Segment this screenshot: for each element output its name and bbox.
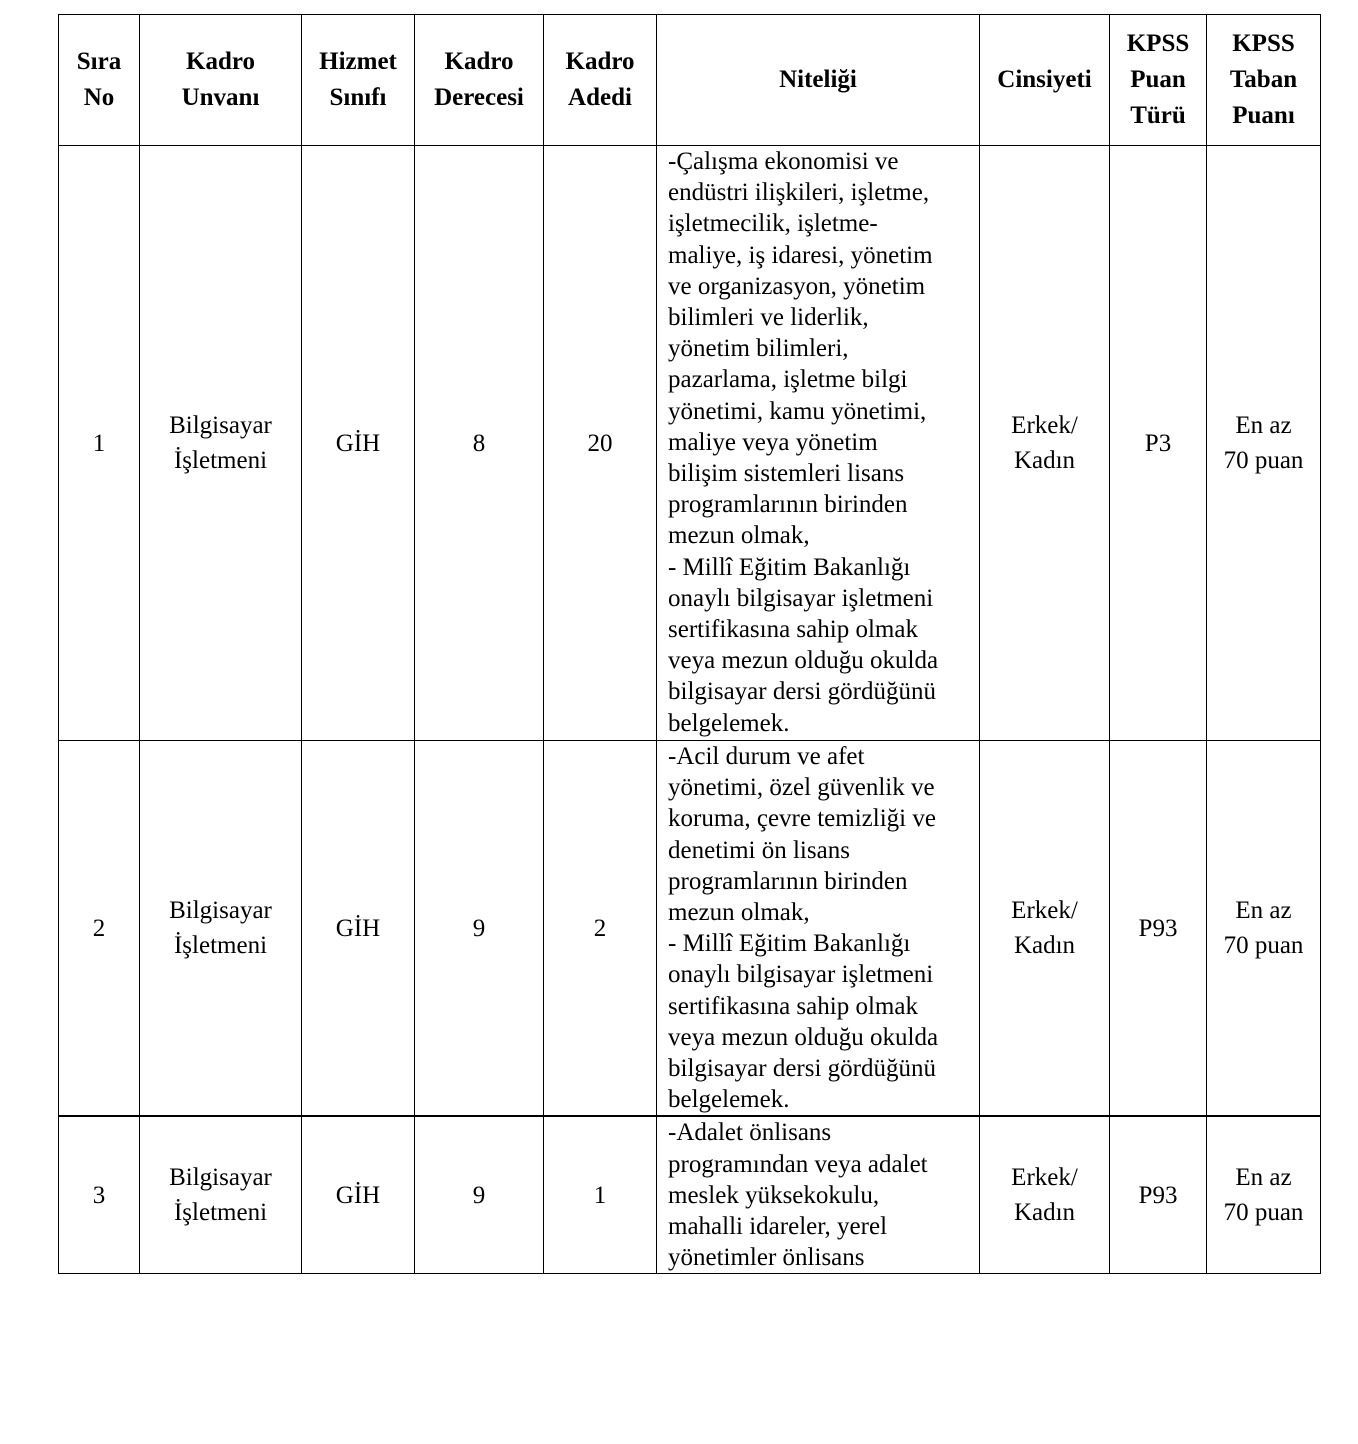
cell-kadro-adedi: 2 — [544, 741, 657, 1117]
cell-kadro-adedi: 20 — [544, 146, 657, 741]
cell-hizmet-sinifi: GİH — [302, 146, 415, 741]
header-kadro-unvani: Kadro Unvanı — [140, 15, 302, 146]
cell-kadro-derecesi: 8 — [415, 146, 544, 741]
header-kadro-derecesi: Kadro Derecesi — [415, 15, 544, 146]
cell-kpss-taban-puani: En az 70 puan — [1207, 146, 1321, 741]
cell-kadro-unvani: Bilgisayar İşletmeni — [140, 741, 302, 1117]
cell-niteligi: -Çalışma ekonomisi ve endüstri ilişkileri, işletme, işletmecilik, işletme- maliye, iş idaresi, yönetim ve organizasyon, yönetim bilimleri ve liderlik, yönetim bilimleri, pazarlama, işletme bilgi yönetimi, kamu yönetimi, maliye veya yönetim bilişim sistemleri lisans programlarının birinden mezun olmak, - Millî Eğitim Bakanlığı onaylı bilgisayar işletmeni sertifikasına sahip olmak veya mezun olduğu okulda bilgisayar dersi gördüğünü belgelemek. — [657, 146, 980, 741]
cell-sira-no: 3 — [59, 1116, 140, 1274]
cell-sira-no: 1 — [59, 146, 140, 741]
cell-kpss-taban-puani: En az 70 puan — [1207, 741, 1321, 1117]
table-row — [59, 741, 1321, 1117]
header-sira-no: Sıra No — [59, 15, 140, 146]
cell-niteligi: -Acil durum ve afet yönetimi, özel güvenlik ve koruma, çevre temizliği ve denetimi ön lisans programlarının birinden mezun olmak, - Millî Eğitim Bakanlığı onaylı bilgisayar işletmeni sertifikasına sahip olmak veya mezun olduğu okulda bilgisayar dersi gördüğünü belgelemek. — [657, 741, 980, 1117]
cell-cinsiyeti: Erkek/ Kadın — [980, 741, 1110, 1117]
header-row — [59, 15, 1321, 146]
cell-kpss-puan-turu: P93 — [1110, 1116, 1207, 1274]
header-niteligi: Niteliği — [657, 15, 980, 146]
cell-kadro-adedi: 1 — [544, 1116, 657, 1274]
cell-kadro-unvani: Bilgisayar İşletmeni — [140, 1116, 302, 1274]
header-cinsiyeti: Cinsiyeti — [980, 15, 1110, 146]
cell-hizmet-sinifi: GİH — [302, 1116, 415, 1274]
header-hizmet-sinifi: Hizmet Sınıfı — [302, 15, 415, 146]
cell-hizmet-sinifi: GİH — [302, 741, 415, 1117]
cell-kpss-taban-puani: En az 70 puan — [1207, 1116, 1321, 1274]
table-row — [59, 1116, 1321, 1274]
cell-kpss-puan-turu: P93 — [1110, 741, 1207, 1117]
header-kpss-taban-puani: KPSS Taban Puanı — [1207, 15, 1321, 146]
cell-cinsiyeti: Erkek/ Kadın — [980, 146, 1110, 741]
cell-kadro-derecesi: 9 — [415, 741, 544, 1117]
cell-kadro-unvani: Bilgisayar İşletmeni — [140, 146, 302, 741]
staff-position-table — [58, 14, 1321, 1274]
header-kadro-adedi: Kadro Adedi — [544, 15, 657, 146]
cell-sira-no: 2 — [59, 741, 140, 1117]
header-kpss-puan-turu: KPSS Puan Türü — [1110, 15, 1207, 146]
cell-kpss-puan-turu: P3 — [1110, 146, 1207, 741]
cell-niteligi: -Adalet önlisans programından veya adalet meslek yüksekokulu, mahalli idareler, yerel yönetimler önlisans — [657, 1116, 980, 1274]
cell-cinsiyeti: Erkek/ Kadın — [980, 1116, 1110, 1274]
cell-kadro-derecesi: 9 — [415, 1116, 544, 1274]
table-row — [59, 146, 1321, 741]
